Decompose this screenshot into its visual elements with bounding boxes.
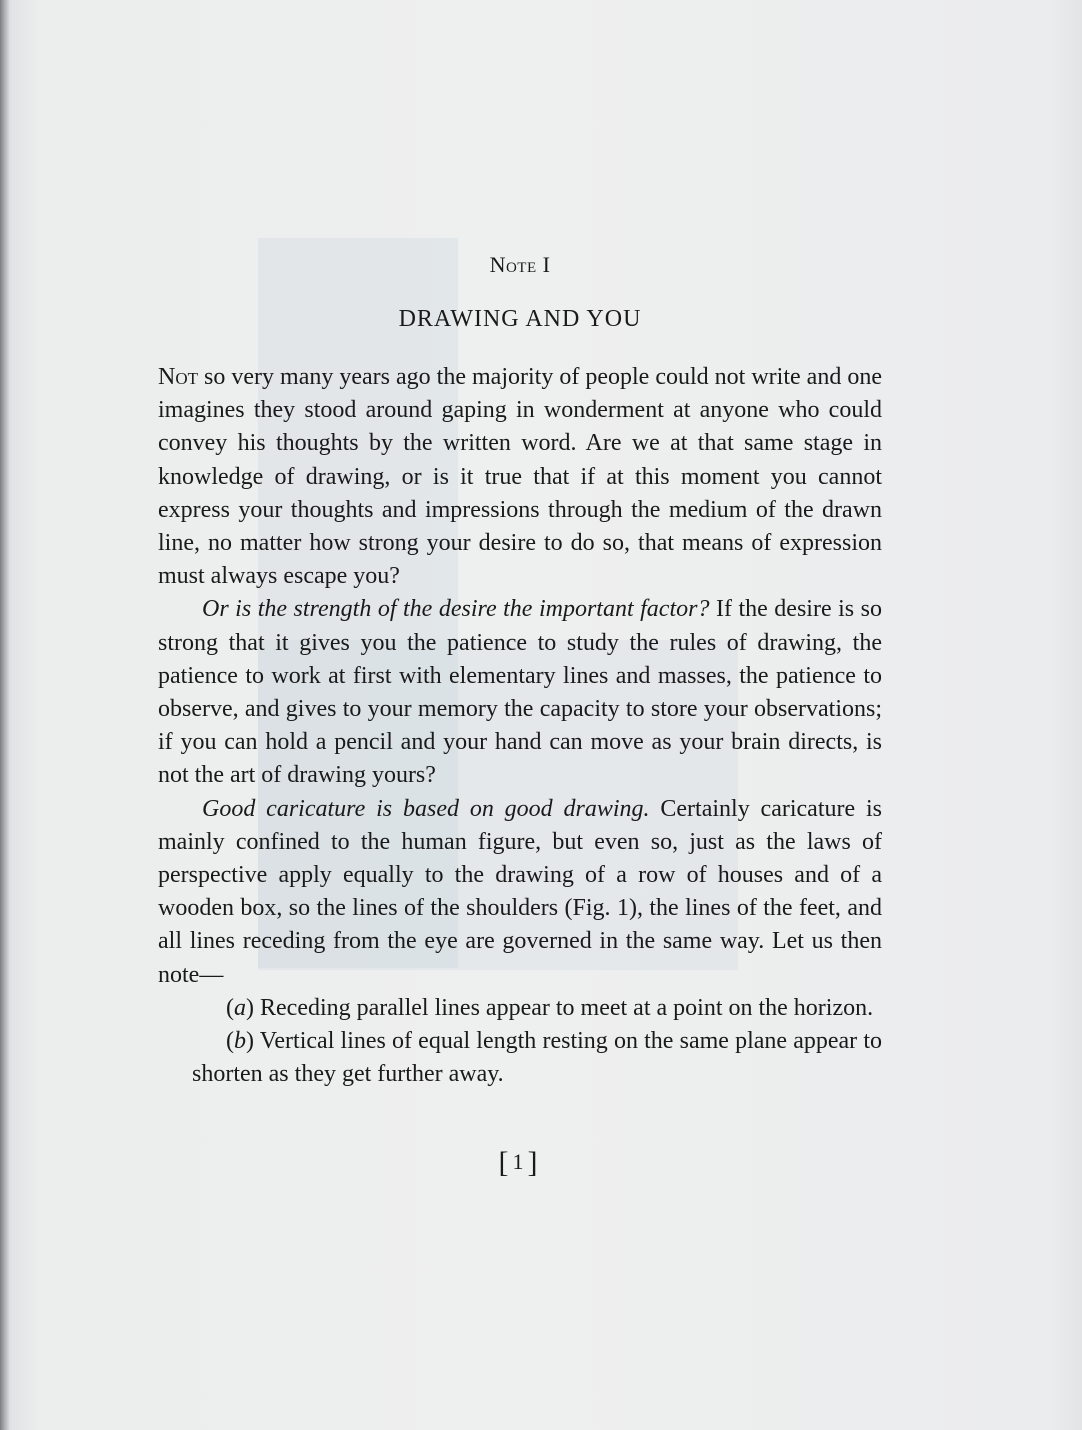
paragraph-1-lead: Not <box>158 364 198 390</box>
paragraph-3 <box>158 793 882 992</box>
rule-a <box>158 992 882 1025</box>
rule-a-close: ) <box>246 994 254 1021</box>
rule-b-close: ) <box>246 1028 254 1055</box>
paragraph-3-italic: Good caricature is based on good drawing. <box>202 795 650 822</box>
rule-b <box>158 1025 882 1091</box>
chapter-title: DRAWING AND YOU <box>398 306 642 332</box>
folio-open-bracket: [ <box>498 1146 513 1179</box>
rule-b-text: Vertical lines of equal length resting on the same plane appear to shorten as they get further away. <box>192 1028 882 1088</box>
paragraph-2-text: If the desire is so strong that it gives you the patience to study the rules of drawing, the patience to work at first with elementary lines and masses, the patience to observe, and gives to your memory the capacity to store your observations; if you can hold a pencil and your hand can move as your brain directs, is not the art of drawing yours? <box>158 596 882 789</box>
paragraph-2 <box>158 593 882 792</box>
rule-a-letter: a <box>234 994 246 1021</box>
rule-b-letter: b <box>234 1028 246 1055</box>
paragraph-3-text: Certainly caricature is mainly confined to the human figure, but even so, just as the laws of perspective apply equally to the drawing of a row of houses and of a wooden box, so the lines of the shoulders (Fig. 1), the lines of the feet, and all lines receding from the eye are governed in the same way. Let us then note— <box>158 795 882 988</box>
paragraph-1 <box>158 361 882 593</box>
page-spine-shadow <box>0 0 9 1430</box>
paragraph-1-text: so very many years ago the majority of people could not write and one imagines they stood around gaping in wonderment at anyone who could convey his thoughts by the written word. Are we at that same stage in knowledge of drawing, or is it true that if at this moment you cannot express your thoughts and impressions through the medium of the drawn line, no matter how strong your desire to do so, that means of expression must always escape you? <box>158 364 882 590</box>
page-number <box>158 1146 882 1180</box>
rule-b-open: ( <box>226 1028 234 1055</box>
rule-a-text: Receding parallel lines appear to meet at a point on the horizon. <box>254 994 874 1021</box>
body-text <box>158 361 882 1091</box>
paragraph-2-italic: Or is the strength of the desire the important factor? <box>202 596 710 623</box>
folio-number: 1 <box>512 1149 528 1174</box>
rule-a-open: ( <box>226 994 234 1021</box>
note-label: Note I <box>489 252 551 277</box>
folio-close-bracket: ] <box>527 1146 542 1179</box>
